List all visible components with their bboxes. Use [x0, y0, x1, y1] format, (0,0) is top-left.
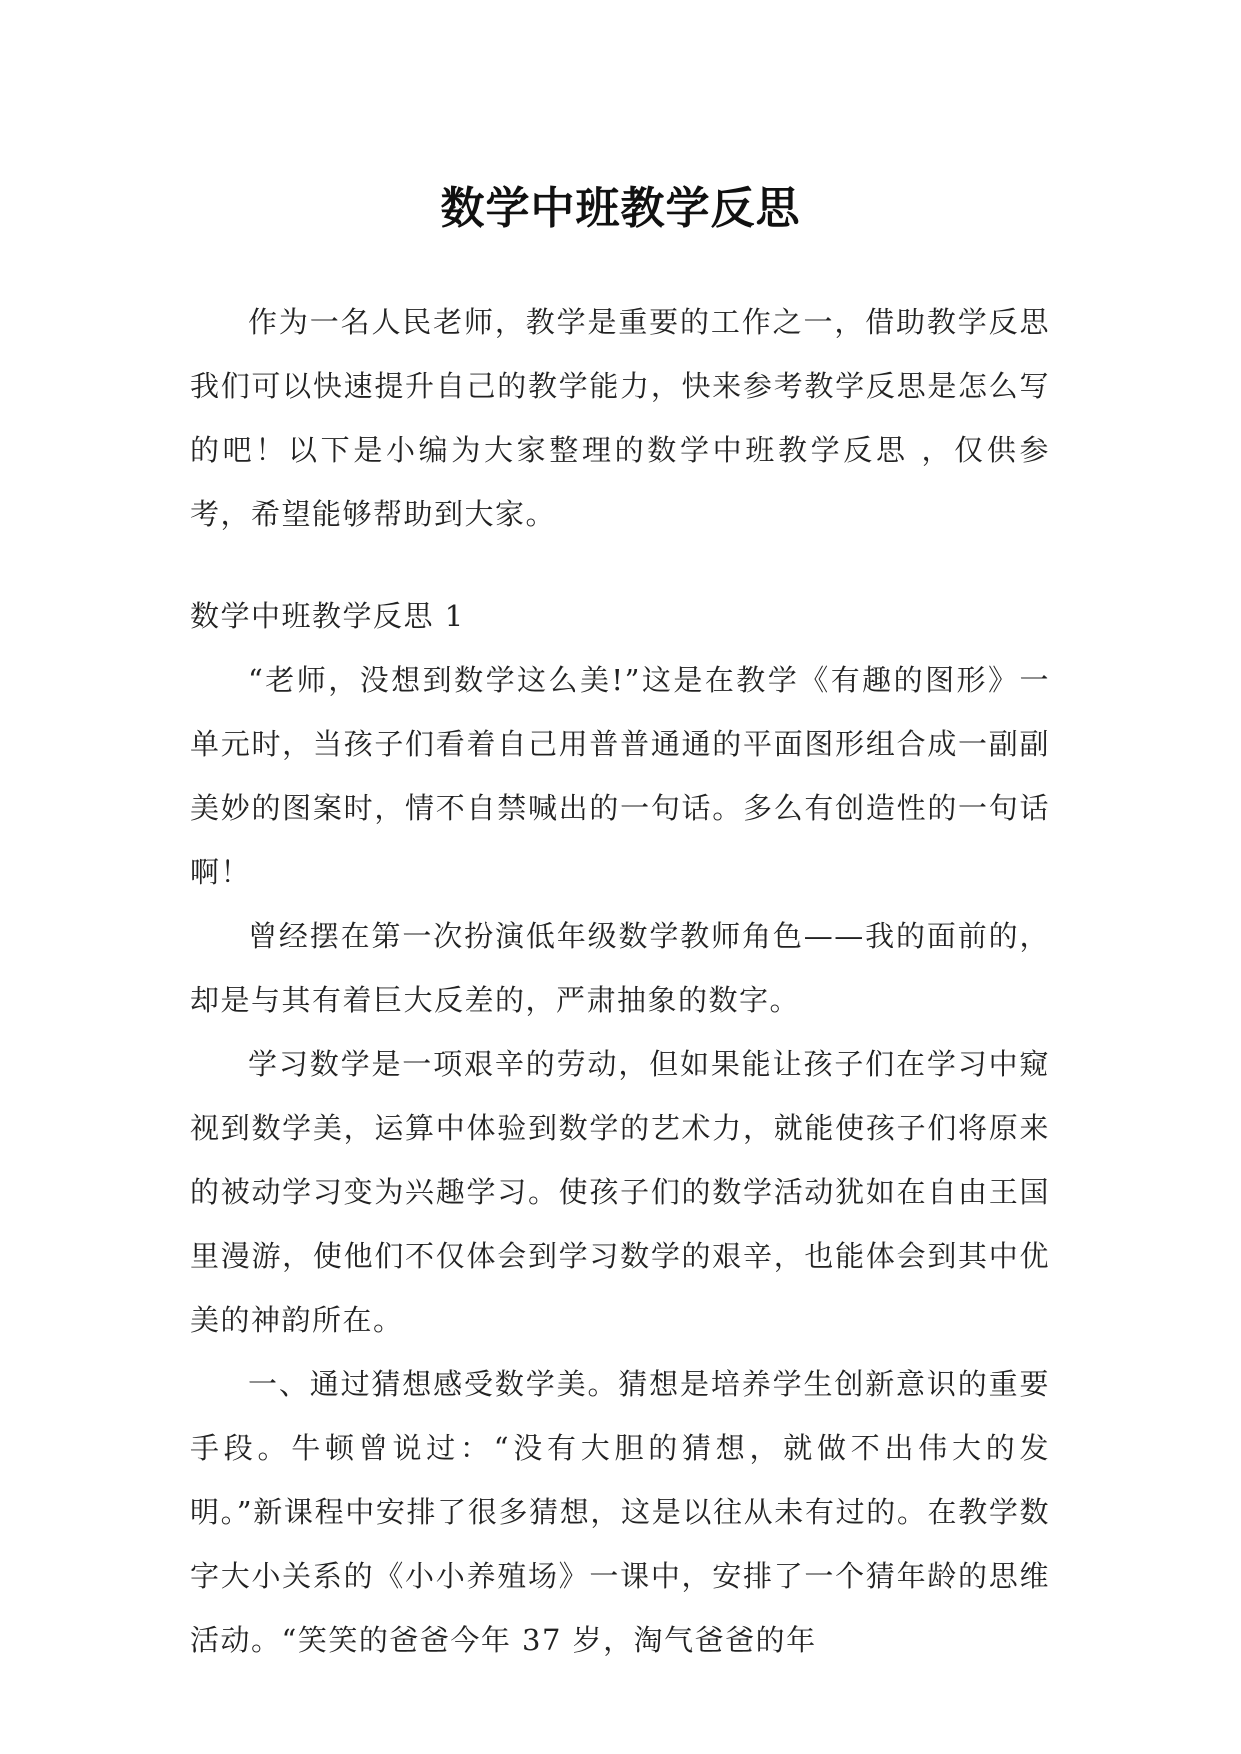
- body-paragraph: 一、通过猜想感受数学美。猜想是培养学生创新意识的重要手段。牛顿曾说过：“没有大胆的猜想，就做不出伟大的发明。”新课程中安排了很多猜想，这是以往从未有过的。在教学数字大小关系的《小小养殖场》一课中，安排了一个猜年龄的思维活动。“笑笑的爸爸今年 37 岁，淘气爸爸的年: [190, 1367, 1050, 1657]
- document-body: [190, 290, 1050, 1672]
- intro-paragraph: 作为一名人民老师，教学是重要的工作之一，借助教学反思我们可以快速提升自己的教学能力，快来参考教学反思是怎么写的吧！以下是小编为大家整理的数学中班教学反思 ，仅供参考，希望能够帮助到大家。: [190, 305, 1050, 531]
- body-paragraph: “老师，没想到数学这么美!”这是在教学《有趣的图形》一单元时，当孩子们看着自己用普普通通的平面图形组合成一副副美妙的图案时，情不自禁喊出的一句话。多么有创造性的一句话啊！: [190, 663, 1050, 889]
- body-paragraph: 学习数学是一项艰辛的劳动，但如果能让孩子们在学习中窥视到数学美，运算中体验到数学的艺术力，就能使孩子们将原来的被动学习变为兴趣学习。使孩子们的数学活动犹如在自由王国里漫游，使他们不仅体会到学习数学的艰辛，也能体会到其中优美的神韵所在。: [190, 1047, 1050, 1337]
- document-title: 数学中班教学反思: [440, 183, 801, 235]
- section-heading: 数学中班教学反思 1: [190, 599, 465, 633]
- body-paragraph: 曾经摆在第一次扮演低年级数学教师角色——我的面前的，却是与其有着巨大反差的，严肃抽象的数字。: [190, 919, 1050, 1017]
